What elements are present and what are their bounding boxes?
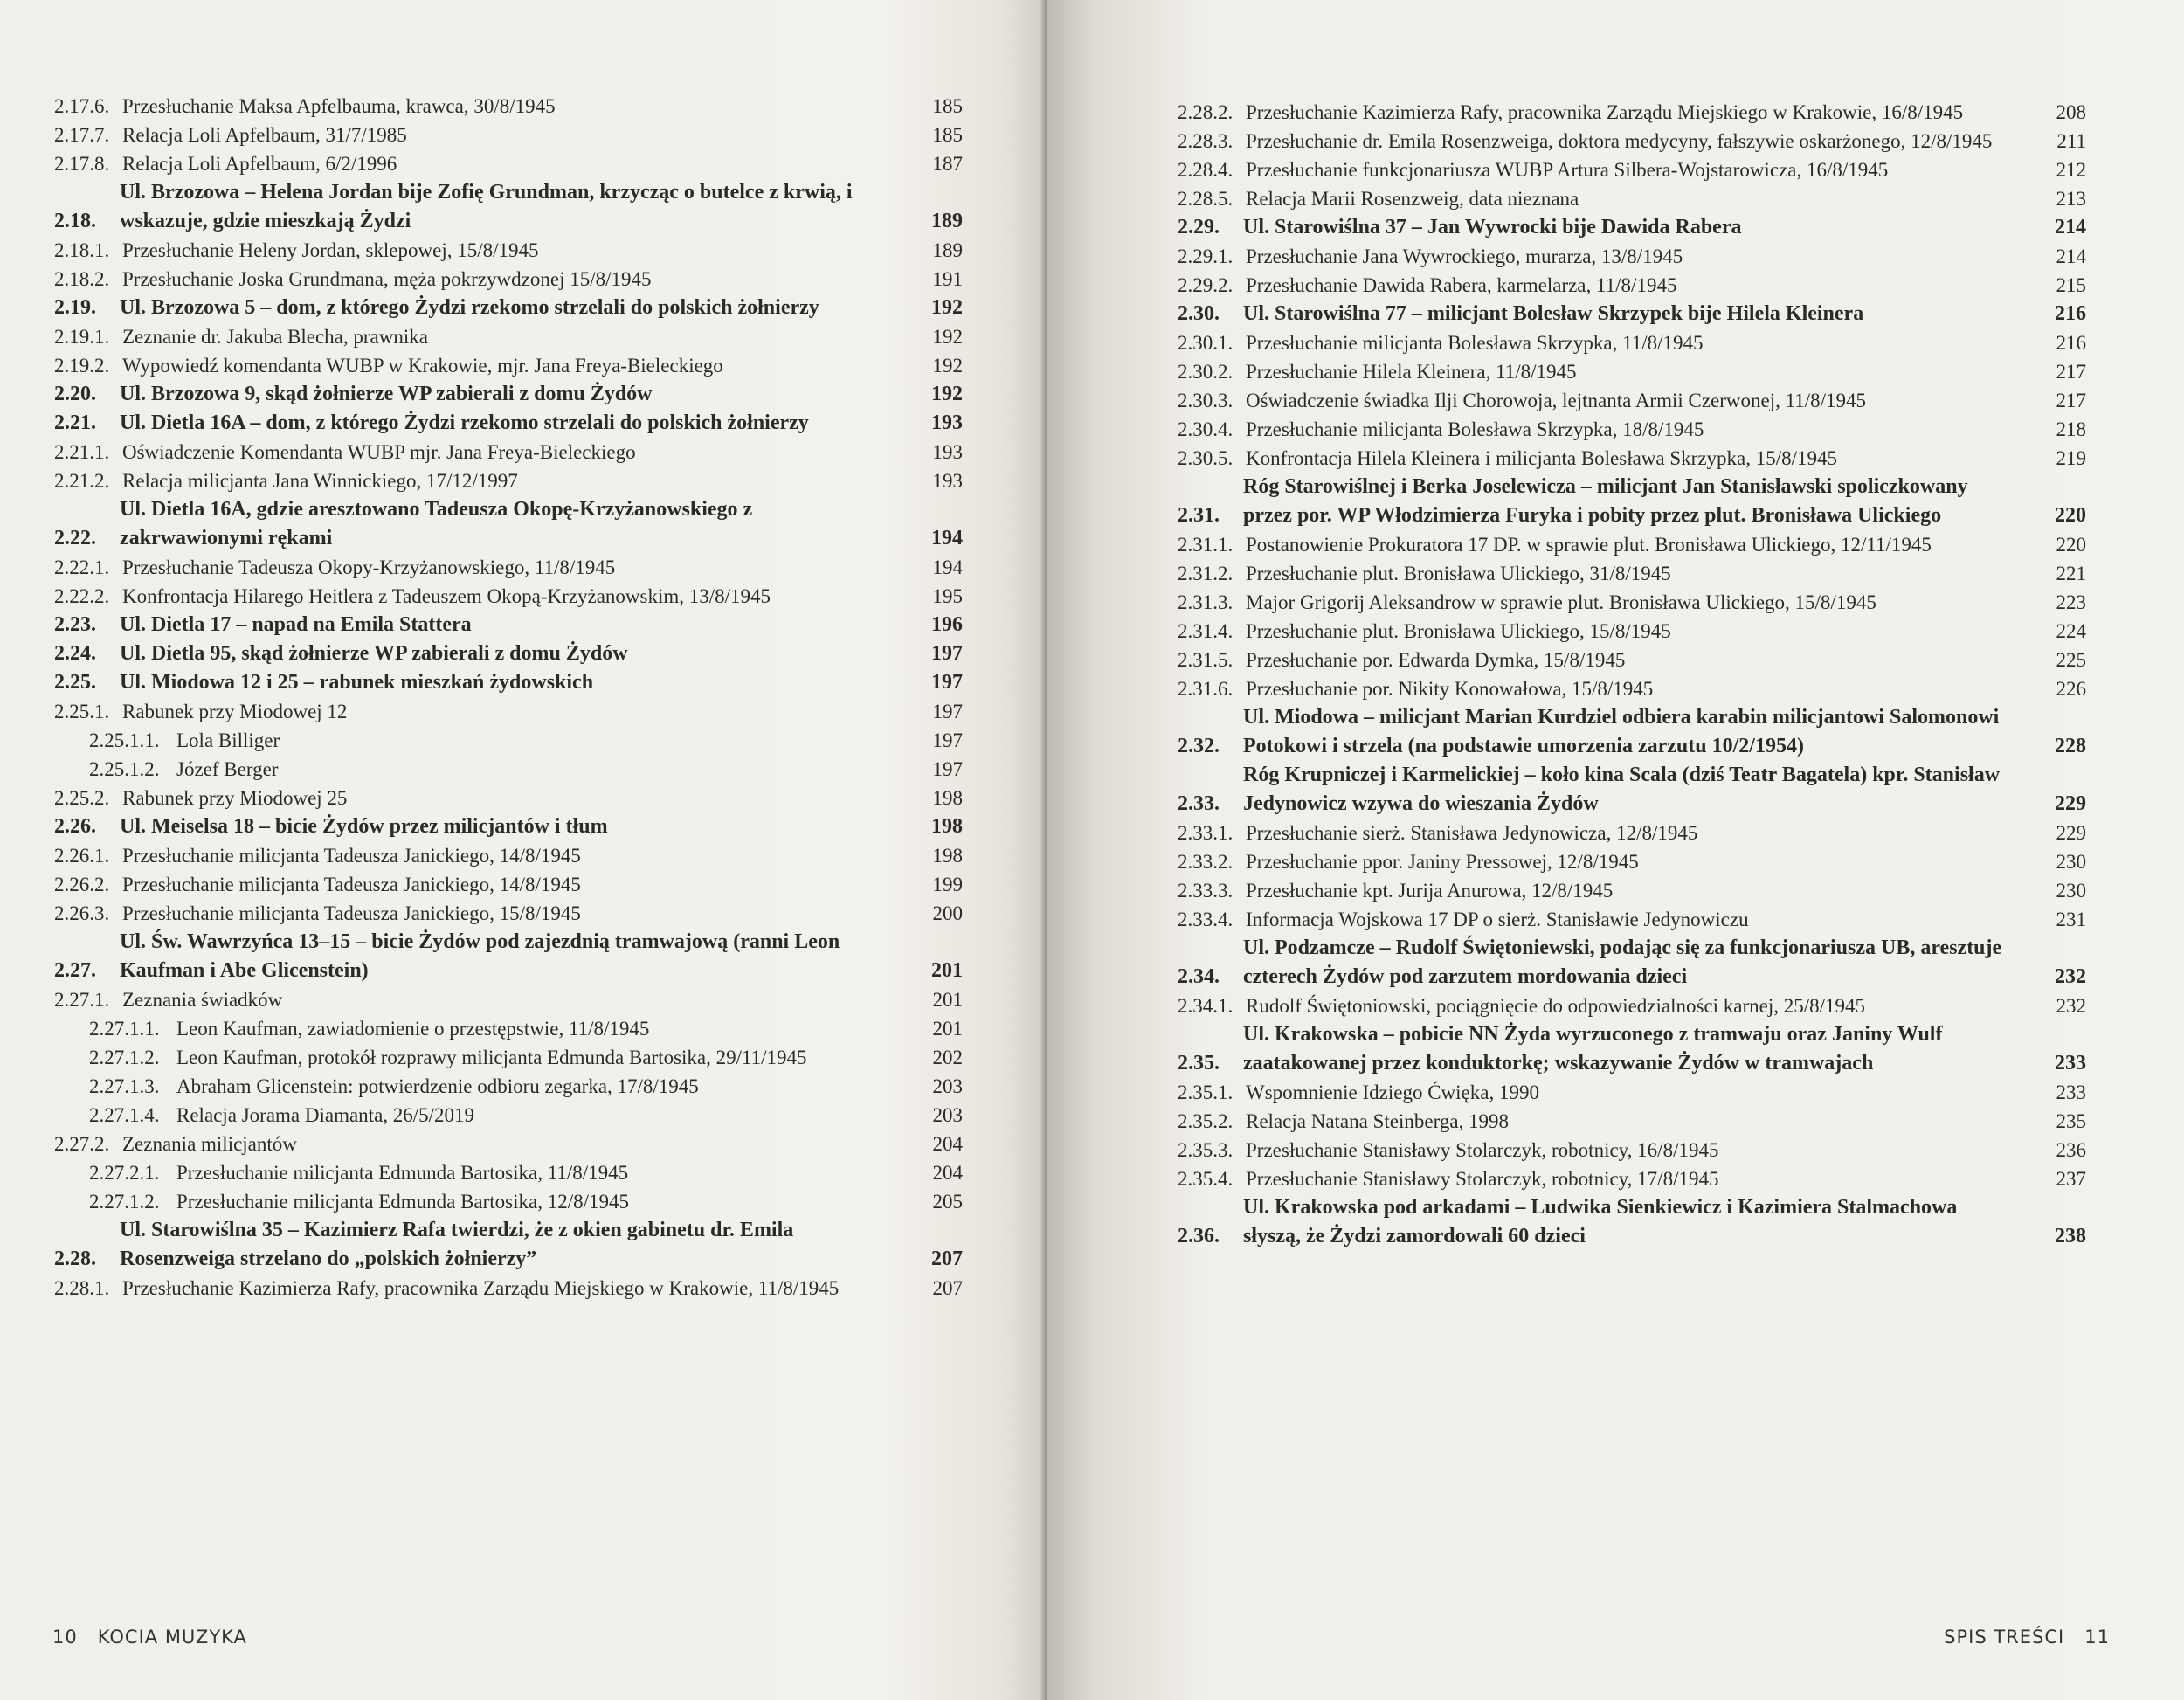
- entry-page-number: 232: [2056, 995, 2086, 1017]
- entry-number: 2.28.3.: [1178, 130, 1234, 152]
- entry-number: 2.21.1.: [54, 441, 110, 463]
- entry-number: 2.27.1.2.: [89, 1191, 160, 1213]
- page-number: 10: [52, 1627, 78, 1648]
- entry-page-number: 197: [931, 642, 963, 665]
- entry-title: Relacja Marii Rosenzweig, data nieznana: [1246, 188, 1579, 210]
- entry-title: Relacja Loli Apfelbaum, 6/2/1996: [122, 153, 397, 175]
- entry-title: Przesłuchanie Kazimierza Rafy, pracownika Zarządu Miejskiego w Krakowie, 16/8/1945: [1246, 101, 1964, 123]
- toc-subentry: [54, 1158, 963, 1187]
- right-page-footer: [1944, 1627, 2110, 1648]
- entry-number: 2.27.1.4.: [89, 1104, 160, 1126]
- entry-number: 2.31.5.: [1178, 649, 1234, 671]
- entry-page-number: 198: [932, 845, 963, 867]
- table-of-contents-left: [54, 92, 963, 1303]
- entry-page-number: 220: [2056, 534, 2086, 556]
- toc-subentry: [1178, 992, 2086, 1020]
- left-page: [0, 0, 1047, 1700]
- entry-number: 2.21.2.: [54, 470, 110, 492]
- entry-title: Przesłuchanie funkcjonariusza WUBP Artura Silbera-Wojstarowicza, 16/8/1945: [1246, 159, 1889, 181]
- toc-subentry: [1178, 386, 2086, 415]
- entry-title: Leon Kaufman, protokół rozprawy milicjanta Edmunda Bartosika, 29/11/1945: [176, 1047, 807, 1068]
- entry-title: Oświadczenie Komendanta WUBP mjr. Jana Freya-Bieleckiego: [122, 441, 636, 463]
- toc-section-entry: [54, 178, 963, 236]
- entry-title: Przesłuchanie Jana Wywrockiego, murarza, 13/8/1945: [1246, 245, 1683, 267]
- entry-page-number: 233: [2056, 1082, 2086, 1103]
- entry-page-number: 202: [932, 1047, 963, 1068]
- entry-page-number: 192: [932, 355, 963, 377]
- toc-subentry: [54, 1130, 963, 1158]
- entry-number: 2.30.3.: [1178, 390, 1234, 411]
- toc-subentry: [1178, 905, 2086, 934]
- entry-title: Ul. Dietla 17 – napad na Emila Stattera: [120, 613, 472, 636]
- entry-title: Przesłuchanie milicjanta Tadeusza Janickiego, 14/8/1945: [122, 845, 581, 867]
- toc-section-entry: [1178, 473, 2086, 530]
- entry-title: Ul. Krakowska pod arkadami – Ludwika Sienkiewicz i Kazimiera Stalmachowa słyszą, że Żydzi zamordowali 60 dzieci: [1243, 1196, 1958, 1247]
- entry-number: 2.26.3.: [54, 902, 110, 924]
- toc-subentry: [54, 121, 963, 149]
- entry-page-number: 238: [2055, 1225, 2086, 1247]
- entry-page-number: 197: [932, 701, 963, 722]
- entry-title: Przesłuchanie milicjanta Edmunda Bartosika, 11/8/1945: [176, 1162, 629, 1184]
- entry-page-number: 193: [932, 441, 963, 463]
- entry-title: Przesłuchanie Stanisławy Stolarczyk, robotnicy, 17/8/1945: [1246, 1168, 1719, 1190]
- entry-number: 2.28.2.: [1178, 101, 1234, 123]
- entry-page-number: 215: [2056, 274, 2086, 296]
- entry-page-number: 192: [931, 383, 963, 405]
- entry-title: Przesłuchanie por. Edwarda Dymka, 15/8/1945: [1246, 649, 1626, 671]
- entry-page-number: 198: [932, 787, 963, 809]
- toc-section-entry: [1178, 761, 2086, 819]
- entry-title: Zeznania milicjantów: [122, 1133, 297, 1155]
- entry-page-number: 211: [2056, 130, 2086, 152]
- entry-number: 2.31.3.: [1178, 591, 1234, 613]
- entry-number: 2.34.1.: [1178, 995, 1234, 1017]
- entry-number: 2.33.4.: [1178, 909, 1234, 930]
- entry-page-number: 189: [932, 239, 963, 261]
- entry-page-number: 237: [2056, 1168, 2086, 1190]
- entry-number: 2.26.: [54, 815, 96, 838]
- entry-number: 2.23.: [54, 613, 96, 636]
- entry-title: Przesłuchanie Kazimierza Rafy, pracownika Zarządu Miejskiego w Krakowie, 11/8/1945: [122, 1277, 840, 1299]
- entry-number: 2.29.2.: [1178, 274, 1234, 296]
- entry-number: 2.28.5.: [1178, 188, 1234, 210]
- entry-title: Relacja Natana Steinberga, 1998: [1246, 1110, 1510, 1132]
- entry-number: 2.30.4.: [1178, 418, 1234, 440]
- entry-number: 2.30.2.: [1178, 361, 1234, 383]
- entry-page-number: 236: [2056, 1139, 2086, 1161]
- entry-number: 2.24.: [54, 642, 96, 665]
- entry-page-number: 201: [931, 959, 963, 982]
- entry-page-number: 200: [932, 902, 963, 924]
- toc-subentry: [54, 351, 963, 380]
- entry-title: Zeznanie dr. Jakuba Blecha, prawnika: [122, 326, 428, 348]
- entry-title: Ul. Dietla 95, skąd żołnierze WP zabierali z domu Żydów: [120, 642, 628, 665]
- entry-page-number: 204: [932, 1162, 963, 1184]
- entry-title: Ul. Starowiślna 35 – Kazimierz Rafa twierdzi, że z okien gabinetu dr. Emila Rosenzweiga strzelano do „polskich żołnierzy”: [120, 1219, 794, 1270]
- entry-page-number: 193: [932, 470, 963, 492]
- entry-title: Relacja milicjanta Jana Winnickiego, 17/12/1997: [122, 470, 518, 492]
- toc-section-entry: [54, 928, 963, 985]
- entry-number: 2.30.5.: [1178, 447, 1234, 469]
- entry-number: 2.33.: [1178, 792, 1220, 815]
- entry-number: 2.35.4.: [1178, 1168, 1234, 1190]
- toc-subentry: [1178, 98, 2086, 127]
- entry-page-number: 230: [2056, 880, 2086, 902]
- entry-title: Ul. Meiselsa 18 – bicie Żydów przez milicjantów i tłum: [120, 815, 608, 838]
- entry-page-number: 194: [931, 527, 963, 549]
- entry-number: 2.28.4.: [1178, 159, 1234, 181]
- toc-subentry: [54, 1187, 963, 1216]
- toc-subentry: [54, 985, 963, 1014]
- entry-number: 2.28.: [54, 1247, 96, 1270]
- entry-title: Przesłuchanie Tadeusza Okopy-Krzyżanowskiego, 11/8/1945: [122, 556, 616, 578]
- entry-number: 2.35.3.: [1178, 1139, 1234, 1161]
- entry-number: 2.22.2.: [54, 585, 110, 607]
- entry-page-number: 207: [932, 1277, 963, 1299]
- toc-subentry: [1178, 1078, 2086, 1107]
- entry-page-number: 214: [2056, 245, 2086, 267]
- toc-subentry: [54, 784, 963, 812]
- entry-title: Zeznania świadków: [122, 989, 283, 1011]
- entry-title: Ul. Starowiślna 77 – milicjant Bolesław Skrzypek bije Hilela Kleinera: [1243, 302, 1864, 325]
- entry-page-number: 219: [2056, 447, 2086, 469]
- entry-title: Józef Berger: [176, 758, 279, 780]
- toc-subentry: [54, 265, 963, 294]
- entry-page-number: 192: [931, 296, 963, 319]
- toc-subentry: [54, 726, 963, 755]
- entry-number: 2.34.: [1178, 965, 1220, 988]
- toc-subentry: [1178, 357, 2086, 386]
- entry-page-number: 228: [2055, 735, 2086, 757]
- entry-number: 2.22.: [54, 527, 96, 549]
- entry-number: 2.32.: [1178, 735, 1220, 757]
- toc-subentry: [54, 697, 963, 726]
- toc-section-entry: [54, 495, 963, 553]
- entry-page-number: 197: [931, 671, 963, 694]
- toc-subentry: [1178, 271, 2086, 300]
- toc-section-entry: [54, 1216, 963, 1274]
- entry-page-number: 223: [2056, 591, 2086, 613]
- entry-title: Przesłuchanie por. Nikity Konowałowa, 15/8/1945: [1246, 678, 1654, 700]
- entry-number: 2.27.2.1.: [89, 1162, 160, 1184]
- entry-title: Konfrontacja Hilarego Heitlera z Tadeuszem Okopą-Krzyżanowskim, 13/8/1945: [122, 585, 771, 607]
- toc-subentry: [1178, 847, 2086, 876]
- entry-page-number: 208: [2056, 101, 2086, 123]
- entry-number: 2.17.8.: [54, 153, 110, 175]
- entry-title: Przesłuchanie milicjanta Edmunda Bartosika, 12/8/1945: [176, 1191, 630, 1213]
- toc-subentry: [1178, 646, 2086, 674]
- toc-subentry: [1178, 242, 2086, 271]
- entry-number: 2.33.3.: [1178, 880, 1234, 902]
- entry-page-number: 191: [932, 268, 963, 290]
- entry-title: Rudolf Świętoniowski, pociągnięcie do odpowiedzialności karnej, 25/8/1945: [1246, 995, 1866, 1017]
- entry-title: Przesłuchanie Joska Grundmana, męża pokrzywdzonej 15/8/1945: [122, 268, 652, 290]
- entry-title: Przesłuchanie Hilela Kleinera, 11/8/1945: [1246, 361, 1577, 383]
- entry-title: Róg Starowiślnej i Berka Joselewicza – milicjant Jan Stanisławski spoliczkowany przez por. WP Włodzimierza Furyka i pobity przez plut. Bronisława Ulickiego: [1243, 475, 1968, 527]
- entry-page-number: 212: [2056, 159, 2086, 181]
- entry-title: Przesłuchanie milicjanta Bolesława Skrzypka, 18/8/1945: [1246, 418, 1704, 440]
- entry-title: Ul. Brzozowa 9, skąd żołnierze WP zabierali z domu Żydów: [120, 383, 653, 405]
- entry-number: 2.35.1.: [1178, 1082, 1234, 1103]
- entry-title: Leon Kaufman, zawiadomienie o przestępstwie, 11/8/1945: [176, 1018, 650, 1040]
- entry-number: 2.33.1.: [1178, 822, 1234, 844]
- entry-page-number: 205: [932, 1191, 963, 1213]
- entry-number: 2.25.2.: [54, 787, 110, 809]
- entry-page-number: 220: [2055, 504, 2086, 527]
- toc-section-entry: [54, 611, 963, 639]
- entry-page-number: 226: [2056, 678, 2086, 700]
- entry-title: Przesłuchanie milicjanta Tadeusza Janickiego, 15/8/1945: [122, 902, 581, 924]
- toc-section-entry: [54, 294, 963, 322]
- entry-number: 2.19.2.: [54, 355, 110, 377]
- entry-number: 2.30.: [1178, 302, 1220, 325]
- entry-page-number: 201: [932, 989, 963, 1011]
- entry-page-number: 225: [2056, 649, 2086, 671]
- entry-page-number: 199: [932, 874, 963, 895]
- toc-section-entry: [54, 668, 963, 697]
- toc-subentry: [54, 870, 963, 899]
- entry-number: 2.35.: [1178, 1052, 1220, 1075]
- left-page-footer: [52, 1627, 247, 1648]
- toc-subentry: [54, 322, 963, 351]
- entry-title: Wypowiedź komendanta WUBP w Krakowie, mjr. Jana Freya-Bieleckiego: [122, 355, 723, 377]
- entry-number: 2.31.1.: [1178, 534, 1234, 556]
- entry-page-number: 231: [2056, 909, 2086, 930]
- entry-number: 2.17.6.: [54, 95, 110, 117]
- toc-subentry: [54, 1274, 963, 1303]
- toc-section-entry: [54, 409, 963, 438]
- toc-section-entry: [1178, 1020, 2086, 1078]
- entry-number: 2.31.4.: [1178, 620, 1234, 642]
- toc-subentry: [54, 755, 963, 784]
- entry-title: Przesłuchanie milicjanta Tadeusza Janickiego, 14/8/1945: [122, 874, 581, 895]
- entry-title: Przesłuchanie plut. Bronisława Ulickiego, 15/8/1945: [1246, 620, 1671, 642]
- entry-number: 2.17.7.: [54, 124, 110, 146]
- entry-title: Wspomnienie Idziego Ćwięka, 1990: [1246, 1082, 1539, 1103]
- entry-page-number: 196: [931, 613, 963, 636]
- toc-section-entry: [1178, 1193, 2086, 1251]
- entry-page-number: 198: [931, 815, 963, 838]
- entry-number: 2.31.2.: [1178, 563, 1234, 584]
- entry-title: Rabunek przy Miodowej 25: [122, 787, 348, 809]
- toc-section-entry: [1178, 703, 2086, 761]
- toc-subentry: [54, 1072, 963, 1101]
- entry-title: Przesłuchanie sierż. Stanisława Jedynowicza, 12/8/1945: [1246, 822, 1698, 844]
- entry-number: 2.18.2.: [54, 268, 110, 290]
- entry-number: 2.19.1.: [54, 326, 110, 348]
- entry-title: Przesłuchanie kpt. Jurija Anurowa, 12/8/1945: [1246, 880, 1614, 902]
- entry-number: 2.27.1.: [54, 989, 110, 1011]
- toc-subentry: [54, 92, 963, 121]
- toc-subentry: [1178, 559, 2086, 588]
- entry-title: Relacja Jorama Diamanta, 26/5/2019: [176, 1104, 475, 1126]
- toc-subentry: [1178, 415, 2086, 444]
- entry-number: 2.25.1.1.: [89, 729, 160, 751]
- entry-page-number: 229: [2056, 822, 2086, 844]
- entry-number: 2.30.1.: [1178, 332, 1234, 354]
- running-head: KOCIA MUZYKA: [97, 1627, 247, 1648]
- toc-subentry: [54, 1043, 963, 1072]
- entry-number: 2.21.: [54, 411, 96, 434]
- toc-subentry: [54, 1101, 963, 1130]
- toc-subentry: [54, 149, 963, 178]
- entry-title: Przesłuchanie ppor. Janiny Pressowej, 12/8/1945: [1246, 851, 1639, 873]
- entry-title: Rabunek przy Miodowej 12: [122, 701, 348, 722]
- toc-subentry: [1178, 674, 2086, 703]
- toc-section-entry: [54, 380, 963, 409]
- right-page: [1047, 0, 2184, 1700]
- toc-section-entry: [1178, 300, 2086, 328]
- toc-subentry: [1178, 1107, 2086, 1136]
- entry-number: 2.25.: [54, 671, 96, 694]
- toc-section-entry: [54, 812, 963, 841]
- toc-subentry: [1178, 155, 2086, 184]
- entry-number: 2.25.1.: [54, 701, 110, 722]
- toc-subentry: [54, 553, 963, 582]
- entry-number: 2.35.2.: [1178, 1110, 1234, 1132]
- entry-title: Przesłuchanie Dawida Rabera, karmelarza, 11/8/1945: [1246, 274, 1677, 296]
- entry-title: Abraham Glicenstein: potwierdzenie odbioru zegarka, 17/8/1945: [176, 1075, 699, 1097]
- entry-number: 2.22.1.: [54, 556, 110, 578]
- entry-page-number: 189: [931, 210, 963, 232]
- entry-title: Ul. Dietla 16A – dom, z którego Żydzi rzekomo strzelali do polskich żołnierzy: [120, 411, 809, 434]
- entry-page-number: 203: [932, 1075, 963, 1097]
- entry-page-number: 213: [2056, 188, 2086, 210]
- toc-subentry: [1178, 1164, 2086, 1193]
- toc-subentry: [1178, 617, 2086, 646]
- entry-title: Oświadczenie świadka Ilji Chorowoja, lejtnanta Armii Czerwonej, 11/8/1945: [1246, 390, 1867, 411]
- entry-title: Przesłuchanie plut. Bronisława Ulickiego, 31/8/1945: [1246, 563, 1671, 584]
- toc-subentry: [54, 582, 963, 611]
- entry-number: 2.27.1.1.: [89, 1018, 160, 1040]
- entry-number: 2.26.1.: [54, 845, 110, 867]
- entry-page-number: 187: [932, 153, 963, 175]
- entry-title: Relacja Loli Apfelbaum, 31/7/1985: [122, 124, 407, 146]
- entry-title: Ul. Dietla 16A, gdzie aresztowano Tadeusza Okopę-Krzyżanowskiego z zakrwawionymi rękami: [120, 498, 753, 549]
- entry-number: 2.27.1.2.: [89, 1047, 160, 1068]
- entry-title: Ul. Miodowa – milicjant Marian Kurdziel odbiera karabin milicjantowi Salomonowi Potokowi i strzela (na podstawie umorzenia zarzutu 10/2/1954): [1243, 706, 2000, 757]
- entry-page-number: 197: [932, 758, 963, 780]
- running-head: SPIS TREŚCI: [1944, 1627, 2065, 1648]
- entry-number: 2.26.2.: [54, 874, 110, 895]
- entry-number: 2.25.1.2.: [89, 758, 160, 780]
- entry-page-number: 203: [932, 1104, 963, 1126]
- entry-number: 2.18.1.: [54, 239, 110, 261]
- entry-page-number: 216: [2056, 332, 2086, 354]
- toc-subentry: [1178, 127, 2086, 155]
- toc-subentry: [54, 841, 963, 870]
- entry-page-number: 207: [931, 1247, 963, 1270]
- entry-title: Ul. Podzamcze – Rudolf Świętoniewski, podając się za funkcjonariusza UB, aresztuje czterech Żydów pod zarzutem mordowania dzieci: [1243, 936, 2002, 988]
- toc-section-entry: [54, 639, 963, 668]
- entry-page-number: 195: [932, 585, 963, 607]
- entry-page-number: 185: [932, 124, 963, 146]
- entry-page-number: 197: [932, 729, 963, 751]
- toc-subentry: [54, 438, 963, 466]
- entry-number: 2.31.: [1178, 504, 1220, 527]
- toc-subentry: [1178, 876, 2086, 905]
- entry-title: Konfrontacja Hilela Kleinera i milicjanta Bolesława Skrzypka, 15/8/1945: [1246, 447, 1838, 469]
- toc-subentry: [1178, 1136, 2086, 1164]
- entry-page-number: 217: [2056, 361, 2086, 383]
- entry-page-number: 192: [932, 326, 963, 348]
- entry-title: Przesłuchanie Heleny Jordan, sklepowej, 15/8/1945: [122, 239, 539, 261]
- entry-title: Ul. Miodowa 12 i 25 – rabunek mieszkań żydowskich: [120, 671, 594, 694]
- entry-page-number: 224: [2056, 620, 2086, 642]
- toc-section-entry: [1178, 934, 2086, 992]
- toc-subentry: [54, 899, 963, 928]
- entry-page-number: 214: [2055, 216, 2086, 238]
- entry-title: Ul. Brzozowa – Helena Jordan bije Zofię Grundman, krzycząc o butelce z krwią, i wskazuje, gdzie mieszkają Żydzi: [120, 181, 853, 232]
- entry-page-number: 233: [2055, 1052, 2086, 1075]
- entry-page-number: 193: [931, 411, 963, 434]
- entry-page-number: 185: [932, 95, 963, 117]
- entry-title: Lola Billiger: [176, 729, 280, 751]
- entry-title: Postanowienie Prokuratora 17 DP. w sprawie plut. Bronisława Ulickiego, 12/11/1945: [1246, 534, 1932, 556]
- toc-subentry: [54, 1014, 963, 1043]
- entry-title: Ul. Brzozowa 5 – dom, z którego Żydzi rzekomo strzelali do polskich żołnierzy: [120, 296, 819, 319]
- entry-page-number: 218: [2056, 418, 2086, 440]
- entry-page-number: 221: [2056, 563, 2086, 584]
- entry-page-number: 235: [2056, 1110, 2086, 1132]
- entry-number: 2.29.: [1178, 216, 1220, 238]
- toc-subentry: [1178, 184, 2086, 213]
- toc-subentry: [1178, 819, 2086, 847]
- entry-number: 2.20.: [54, 383, 96, 405]
- entry-number: 2.29.1.: [1178, 245, 1234, 267]
- toc-subentry: [54, 236, 963, 265]
- entry-page-number: 204: [932, 1133, 963, 1155]
- entry-number: 2.27.1.3.: [89, 1075, 160, 1097]
- toc-subentry: [1178, 444, 2086, 473]
- page-number: 11: [2084, 1627, 2110, 1648]
- entry-title: Ul. Św. Wawrzyńca 13–15 – bicie Żydów pod zajezdnią tramwajową (ranni Leon Kaufman i Abe Glicenstein): [120, 930, 840, 982]
- entry-page-number: 217: [2056, 390, 2086, 411]
- entry-number: 2.18.: [54, 210, 96, 232]
- entry-title: Przesłuchanie milicjanta Bolesława Skrzypka, 11/8/1945: [1246, 332, 1704, 354]
- entry-number: 2.33.2.: [1178, 851, 1234, 873]
- toc-section-entry: [1178, 213, 2086, 242]
- entry-number: 2.28.1.: [54, 1277, 110, 1299]
- entry-page-number: 229: [2055, 792, 2086, 815]
- toc-subentry: [54, 466, 963, 495]
- entry-title: Przesłuchanie dr. Emila Rosenzweiga, doktora medycyny, fałszywie oskarżonego, 12/8/1945: [1246, 130, 1993, 152]
- entry-number: 2.27.: [54, 959, 96, 982]
- entry-number: 2.31.6.: [1178, 678, 1234, 700]
- entry-title: Róg Krupniczej i Karmelickiej – koło kina Scala (dziś Teatr Bagatela) kpr. Stanisław Jedynowicz wzywa do wieszania Żydów: [1243, 764, 2001, 815]
- entry-title: Informacja Wojskowa 17 DP o sierż. Stanisławie Jedynowiczu: [1246, 909, 1749, 930]
- entry-number: 2.36.: [1178, 1225, 1220, 1247]
- entry-title: Przesłuchanie Stanisławy Stolarczyk, robotnicy, 16/8/1945: [1246, 1139, 1719, 1161]
- entry-title: Ul. Krakowska – pobicie NN Żyda wyrzuconego z tramwaju oraz Janiny Wulf zaatakowanej przez konduktorkę; wskazywanie Żydów w tramwajach: [1243, 1023, 1943, 1075]
- toc-subentry: [1178, 328, 2086, 357]
- entry-number: 2.27.2.: [54, 1133, 110, 1155]
- entry-title: Major Grigorij Aleksandrow w sprawie plut. Bronisława Ulickiego, 15/8/1945: [1246, 591, 1876, 613]
- entry-title: Ul. Starowiślna 37 – Jan Wywrocki bije Dawida Rabera: [1243, 216, 1742, 238]
- entry-page-number: 232: [2055, 965, 2086, 988]
- entry-page-number: 194: [932, 556, 963, 578]
- entry-page-number: 216: [2055, 302, 2086, 325]
- toc-subentry: [1178, 530, 2086, 559]
- entry-title: Przesłuchanie Maksa Apfelbauma, krawca, 30/8/1945: [122, 95, 556, 117]
- entry-page-number: 201: [932, 1018, 963, 1040]
- entry-page-number: 230: [2056, 851, 2086, 873]
- toc-subentry: [1178, 588, 2086, 617]
- table-of-contents-right: [1178, 98, 2086, 1251]
- entry-number: 2.19.: [54, 296, 96, 319]
